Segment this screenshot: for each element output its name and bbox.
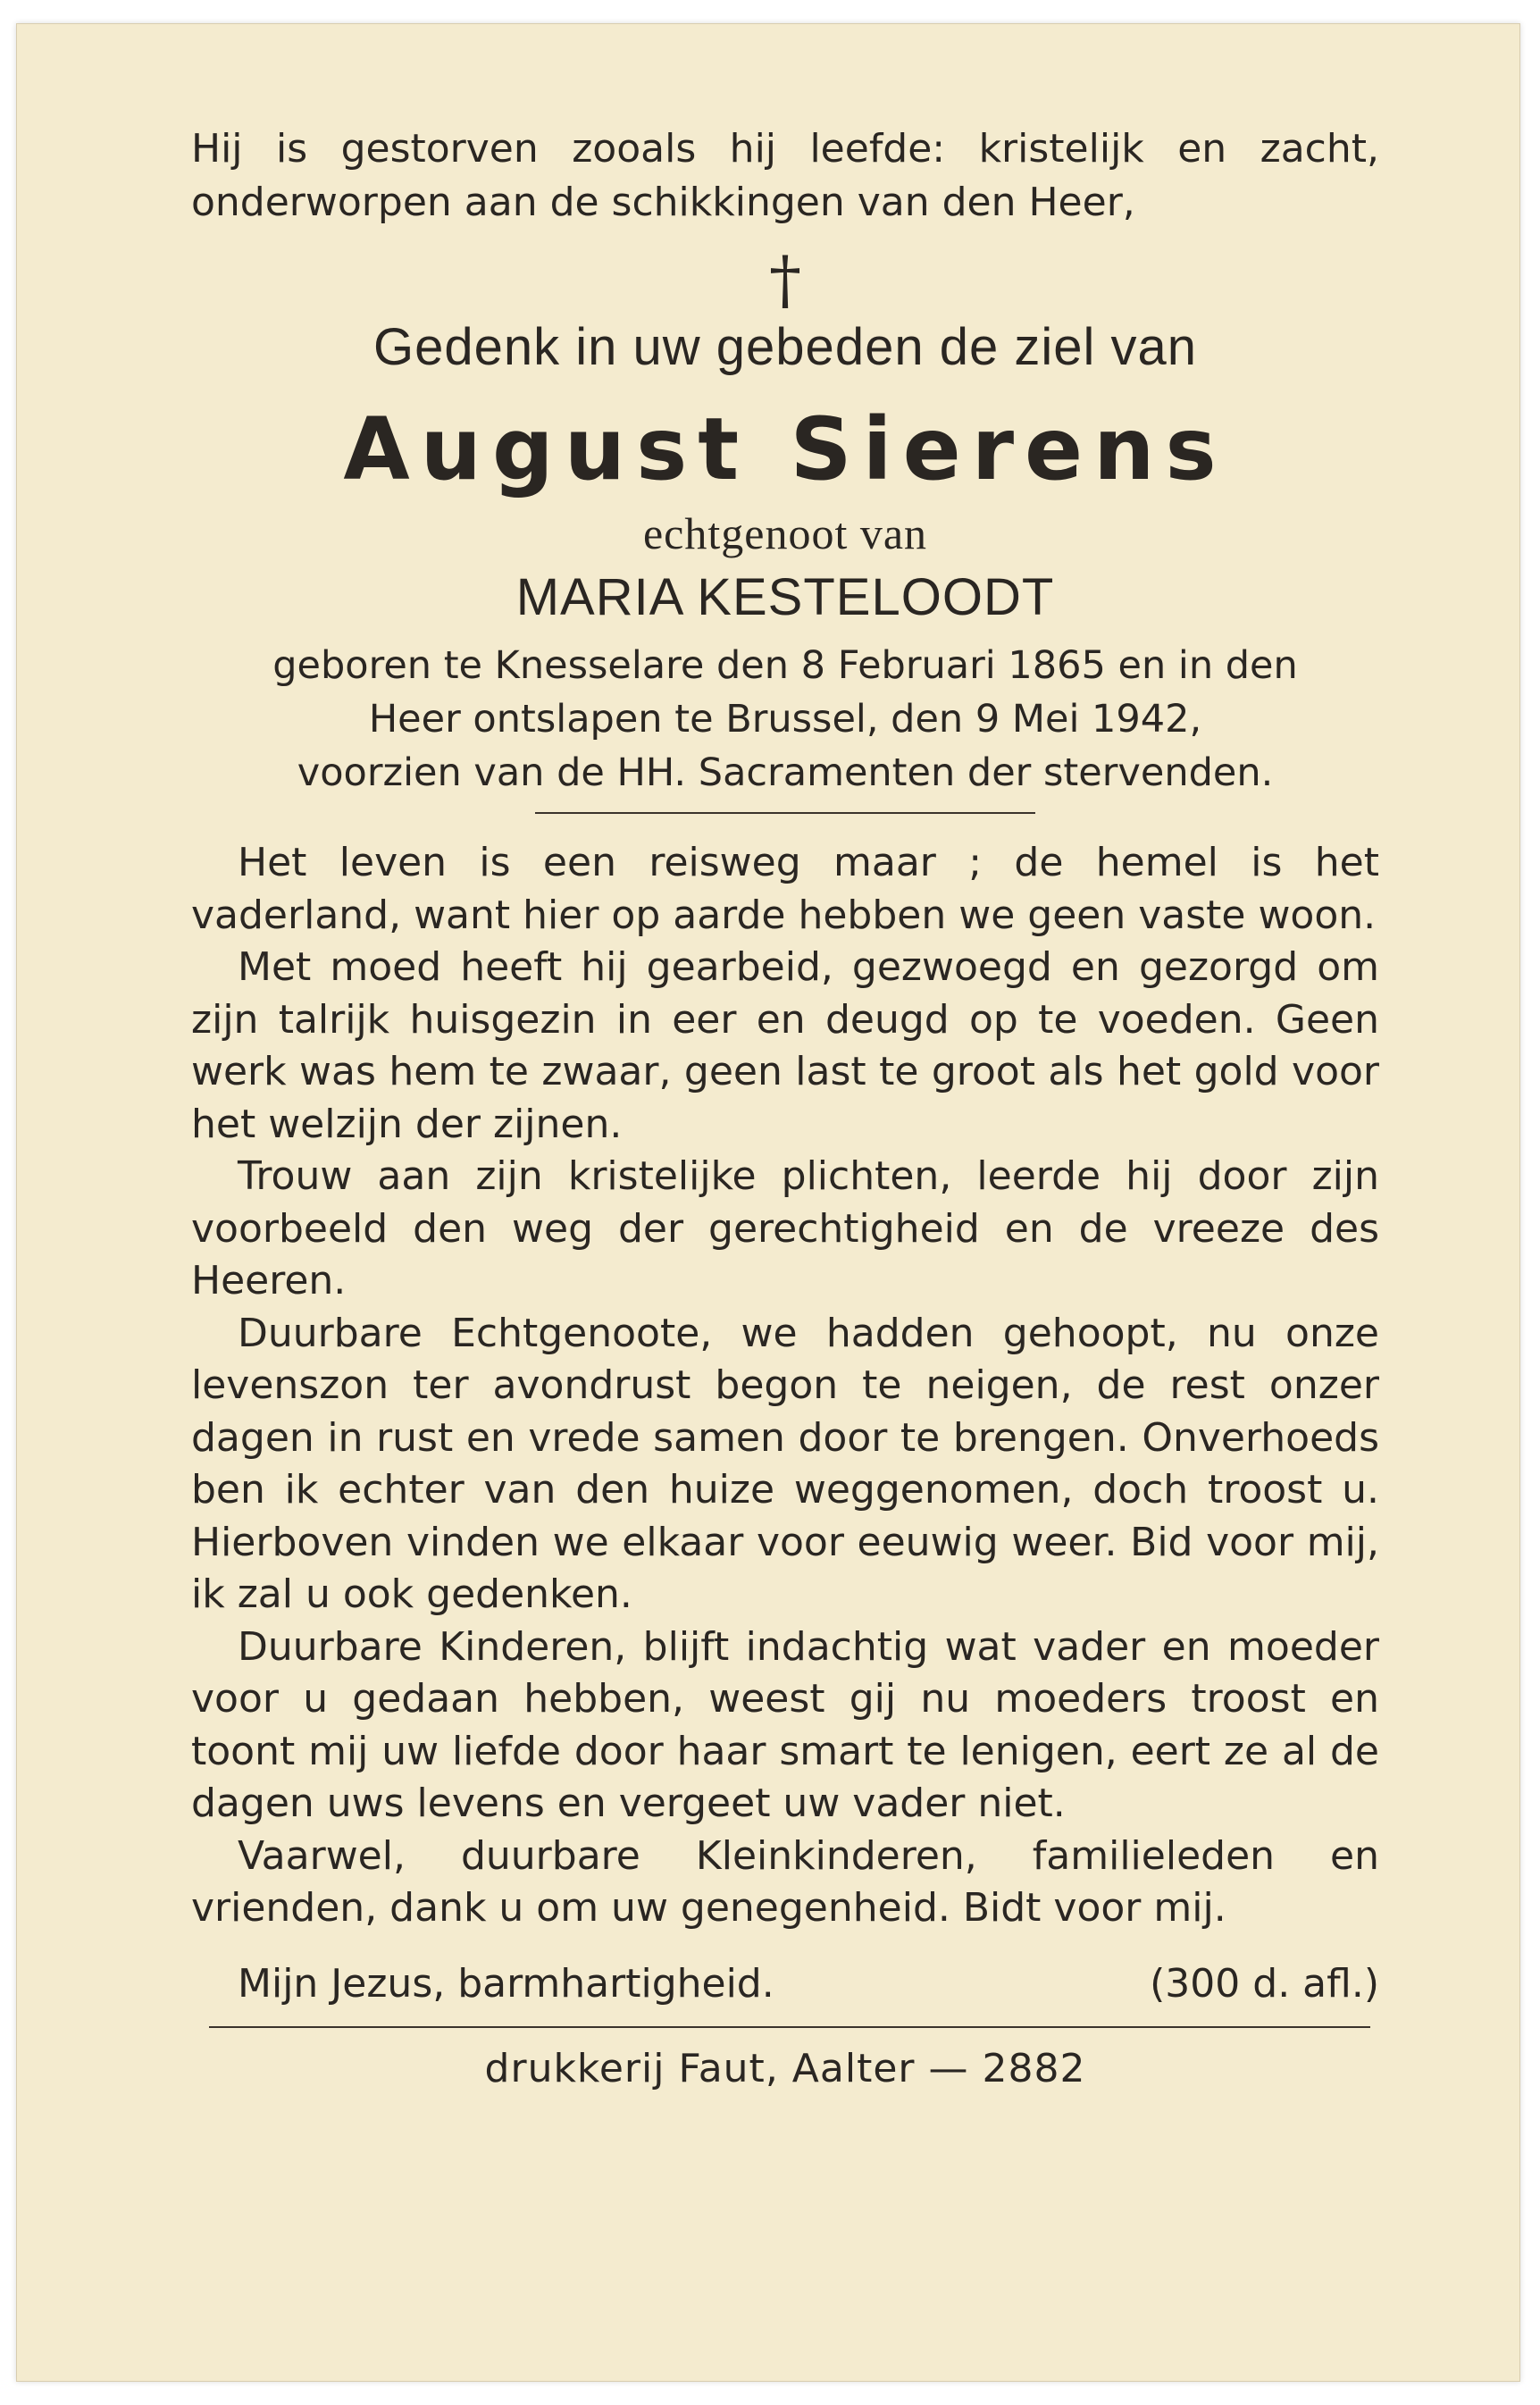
indulgence-text: (300 d. afl.): [1150, 1960, 1379, 2007]
cross-icon: †: [769, 242, 801, 317]
paragraph-farewell: Vaarwel, duurbare Kleinkinderen, familieleden en vrienden, dank u om uw genegenheid. Bidt voor mij.: [191, 1832, 1379, 1931]
card-content: [191, 122, 1379, 2096]
paragraph-life-journey: Het leven is een reisweg maar ; de hemel is het vaderland, want hier op aarde hebben we geen vaste woon.: [191, 840, 1379, 938]
prayer-text: Mijn Jezus, barmhartigheid.: [238, 1960, 774, 2007]
divider-short: [535, 812, 1035, 814]
life-dates: [191, 639, 1379, 800]
paragraph-spouse: Duurbare Echtgenoote, we hadden gehoopt, nu onze levenszon ter avondrust begon te neigen, de rest onzer dagen in rust en vrede samen door te brengen. Onverhoeds ben ik echter van den huize weggenomen, doch troost u. Hierboven vinden we elkaar voor eeuwig weer. Bid voor mij, ik zal u ook gedenken.: [191, 1310, 1379, 1617]
paragraph-faith: Trouw aan zijn kristelijke plichten, leerde hij door zijn voorbeeld den weg der gerechtigheid en de vreeze des Heeren.: [191, 1153, 1379, 1303]
divider-long: [209, 2026, 1370, 2028]
deceased-name: August Sierens: [343, 399, 1227, 499]
dates-line-2: Heer ontslapen te Brussel, den 9 Mei 1942,: [368, 697, 1202, 742]
paragraph-work: Met moed heeft hij gearbeid, gezwoegd en gezorgd om zijn talrijk huisgezin in eer en deugd op te voeden. Geen werk was hem te zwaar, geen last te groot als het gold voor het welzijn der zijnen.: [191, 944, 1379, 1147]
paragraph-children: Duurbare Kinderen, blijft indachtig wat vader en moeder voor u gedaan hebben, weest gij nu moeders troost en toont mij uw liefde door haar smart te lenigen, eert ze al de dagen uws levens en vergeet uw vader niet.: [191, 1623, 1379, 1826]
memorial-card: [16, 23, 1520, 2382]
spouse-label: echtgenoot van: [642, 508, 928, 558]
prayer-row: [191, 1958, 1379, 2010]
printer-credit: drukkerij Faut, Aalter — 2882: [484, 2045, 1086, 2091]
remembrance-line: Gedenk in uw gebeden de ziel van: [373, 318, 1197, 376]
dates-line-3: voorzien van de HH. Sacramenten der stervenden.: [297, 750, 1274, 795]
body-text: [191, 837, 1379, 1935]
spouse-name: MARIA KESTELOODT: [515, 568, 1055, 626]
intro-verse: Hij is gestorven zooals hij leefde: kristelijk en zacht, onderworpen aan de schikkingen van den Heer,: [191, 126, 1379, 225]
dates-line-1: geboren te Knesselare den 8 Februari 1865 en in den: [272, 643, 1298, 688]
